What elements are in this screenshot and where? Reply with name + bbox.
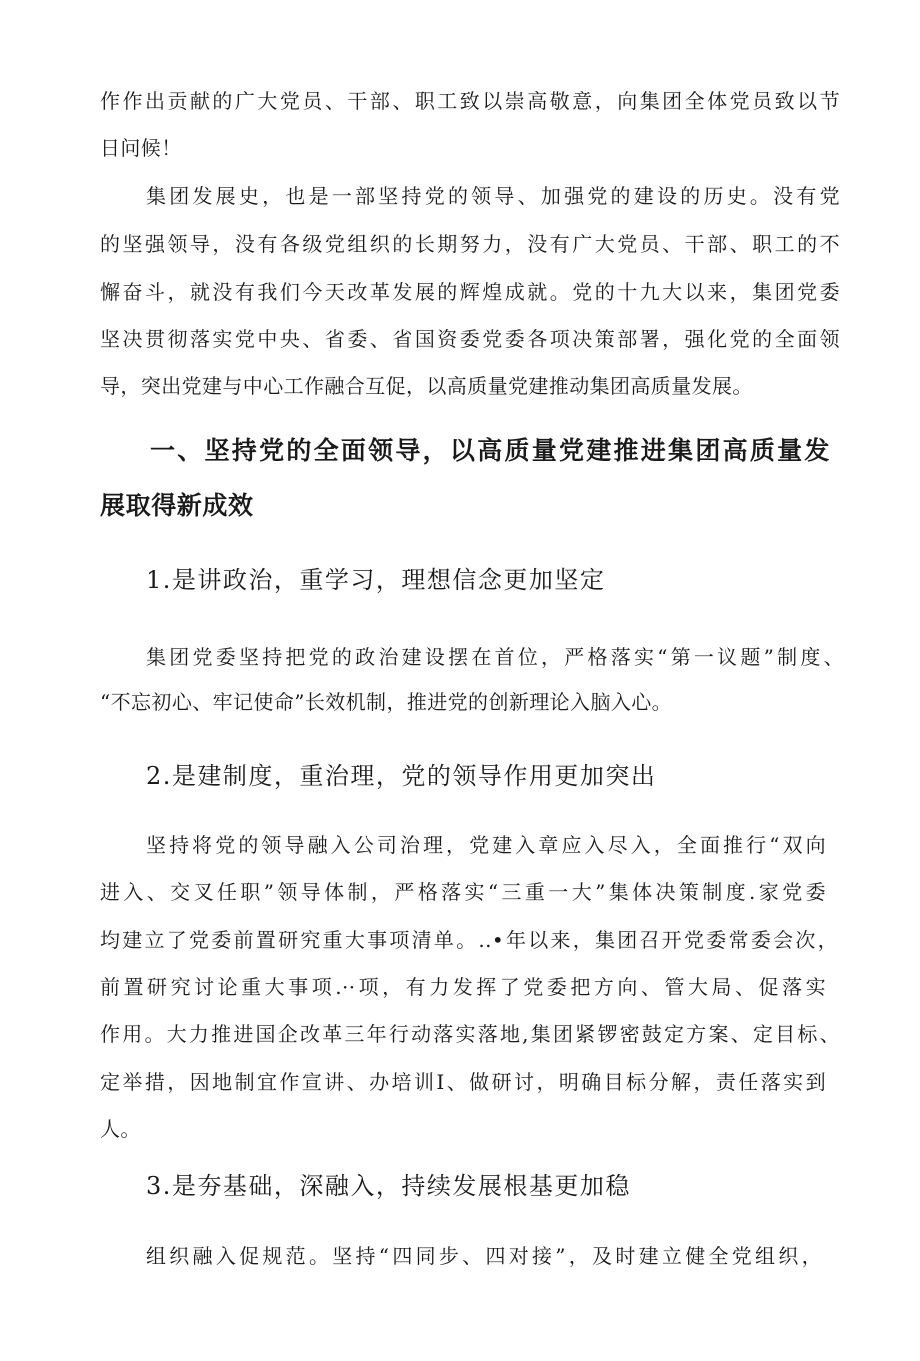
sub1-line-2: “不忘初心、牢记使命”长效机制，推进党的创新理论入脑入心。 bbox=[100, 690, 673, 714]
section1-heading-line-2: 展取得新成效 bbox=[100, 491, 254, 520]
sub2-line-1: 坚持将党的领导融入公司治理，党建入章应入尽入，全面推行“双向 bbox=[146, 833, 826, 857]
section1-heading-line-1: 一、坚持党的全面领导，以高质量党建推进集团高质量发 bbox=[150, 436, 830, 465]
intro-line-1: 作作出贡献的广大党员、干部、职工致以崇高敬意，向集团全体党员致以节 bbox=[100, 89, 840, 113]
intro-line-2: 日问候！ bbox=[100, 136, 182, 160]
sub2-line-7: 人。 bbox=[100, 1117, 141, 1141]
sub2-line-3: 均建立了党委前置研究重大事项清单。..•年以来，集团召开党委常委会次， bbox=[100, 928, 838, 952]
sub1-line-1: 集团党委坚持把党的政治建设摆在首位，严格落实“第一议题”制度、 bbox=[146, 645, 844, 669]
sub2-line-5: 作用。大力推进国企改革三年行动落实落地,集团紧锣密鼓定方案、定目标、 bbox=[100, 1022, 840, 1046]
sub2-heading: 2.是建制度，重治理，党的领导作用更加突出 bbox=[146, 762, 657, 790]
sub2-line-4: 前置研究讨论重大事项.··项，有力发挥了党委把方向、管大局、促落实 bbox=[100, 975, 826, 999]
history-line-5: 导，突出党建与中心工作融合互促，以高质量党建推动集团高质量发展。 bbox=[100, 374, 753, 398]
sub3-line-1: 组织融入促规范。坚持“四同步、四对接”，及时建立健全党组织， bbox=[146, 1244, 822, 1268]
sub1-heading: 1.是讲政治，重学习，理想信念更加坚定 bbox=[146, 566, 606, 594]
sub3-heading: 3.是夯基础，深融入，持续发展根基更加稳 bbox=[146, 1172, 631, 1200]
history-line-3: 懈奋斗，就没有我们今天改革发展的辉煌成就。党的十九大以来，集团党委 bbox=[100, 280, 840, 304]
sub2-line-2: 进入、交叉任职”领导体制，严格落实“三重一大”集体决策制度.家党委 bbox=[100, 880, 826, 904]
sub2-line-6: 定举措，因地制宜作宣讲、办培训I、做研讨，明确目标分解，责任落实到 bbox=[100, 1070, 826, 1094]
history-line-2: 的坚强领导，没有各级党组织的长期努力，没有广大党员、干部、职工的不 bbox=[100, 232, 840, 256]
history-line-1: 集团发展史，也是一部坚持党的领导、加强党的建设的历史。没有党 bbox=[146, 184, 840, 208]
history-line-4: 坚决贯彻落实党中央、省委、省国资委党委各项决策部署，强化党的全面领 bbox=[100, 327, 840, 351]
